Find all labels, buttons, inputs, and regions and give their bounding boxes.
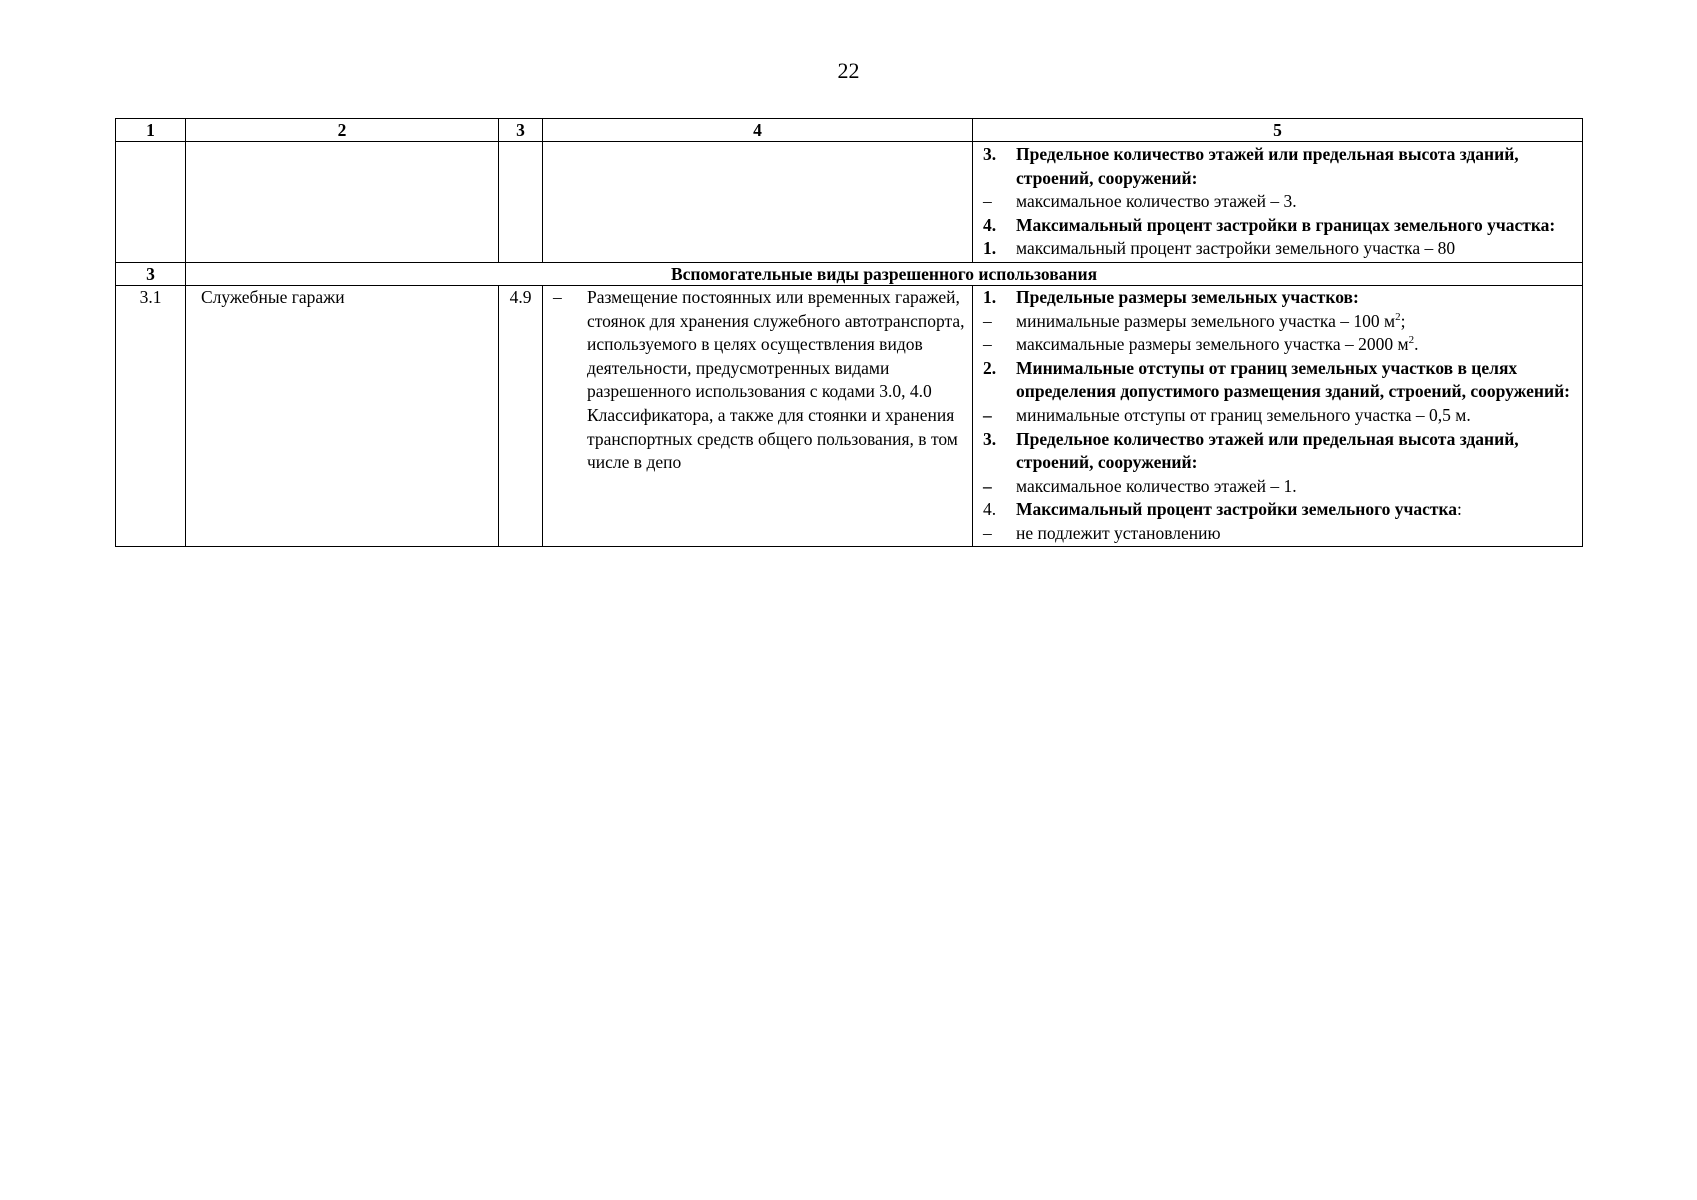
requirement-line bbox=[973, 286, 1582, 310]
requirement-text: не подлежит установлению bbox=[1016, 522, 1221, 543]
requirement-marker: – bbox=[983, 310, 992, 331]
item-code: 4.9 bbox=[499, 285, 543, 546]
requirement-text: максимальное количество этажей – 1. bbox=[1016, 475, 1297, 496]
item-name: Служебные гаражи bbox=[186, 285, 499, 546]
continuation-row bbox=[116, 142, 1583, 263]
requirement-line bbox=[973, 522, 1582, 546]
requirement-text-main: максимальные размеры земельного участка – 2000 м bbox=[1016, 334, 1409, 355]
requirement-marker: 2. bbox=[983, 357, 997, 378]
item-description-cell bbox=[543, 285, 973, 546]
header-cell-3: 3 bbox=[499, 119, 543, 142]
requirement-marker: 1. bbox=[983, 286, 997, 307]
item-number: 3.1 bbox=[116, 285, 186, 546]
requirements-cell bbox=[973, 285, 1583, 546]
table-row bbox=[116, 285, 1583, 546]
header-cell-2: 2 bbox=[186, 119, 499, 142]
requirement-text: максимальный процент застройки земельного участка – 80 bbox=[1016, 238, 1456, 259]
page-number: 22 bbox=[837, 58, 860, 83]
section-row bbox=[116, 262, 1583, 285]
item-description: Размещение постоянных или временных гаражей, стоянок для хранения служебного автотранспорта, используемого в целях осуществления видов деятельности, предусмотренных видами разрешенного использования с кодами 3.0, 4.0 Классификатора, а также для стоянки и хранения транспортных средств общего пользования, в том числе в депо bbox=[587, 286, 965, 473]
requirement-text-end: : bbox=[1457, 499, 1462, 520]
requirement-text-end: ; bbox=[1400, 310, 1406, 331]
requirement-text: Минимальные отступы от границ земельных участков в целях определения допустимого размещения зданий, строений, сооружений: bbox=[1016, 357, 1570, 402]
requirement-marker: – bbox=[983, 522, 992, 543]
requirement-marker: – bbox=[983, 191, 992, 212]
requirement-marker: 4. bbox=[983, 499, 997, 520]
header-cell-5: 5 bbox=[973, 119, 1583, 142]
requirement-line bbox=[973, 404, 1582, 428]
requirement-line bbox=[973, 143, 1582, 190]
empty-cell bbox=[116, 142, 186, 263]
requirement-text bbox=[1016, 310, 1582, 334]
section-title: Вспомогательные виды разрешенного использования bbox=[186, 262, 1583, 285]
requirement-marker: – bbox=[983, 404, 992, 425]
requirement-line bbox=[973, 190, 1582, 214]
land-use-table bbox=[115, 118, 1583, 547]
requirement-text-end: . bbox=[1414, 334, 1419, 355]
requirement-line bbox=[973, 310, 1582, 334]
requirement-text: минимальные отступы от границ земельного участка – 0,5 м. bbox=[1016, 404, 1471, 425]
requirement-line bbox=[973, 357, 1582, 404]
requirement-text: Предельное количество этажей или предельная высота зданий, строений, сооружений: bbox=[1016, 428, 1519, 473]
requirement-text-main: Максимальный процент застройки земельного участка bbox=[1016, 499, 1458, 520]
requirements-cell bbox=[973, 142, 1583, 263]
section-number: 3 bbox=[116, 262, 186, 285]
requirement-line bbox=[973, 475, 1582, 499]
requirement-text: Предельные размеры земельных участков: bbox=[1016, 286, 1359, 307]
requirement-marker: – bbox=[983, 334, 992, 355]
requirement-marker: 3. bbox=[983, 144, 997, 164]
requirement-text bbox=[1016, 498, 1582, 522]
requirement-marker: 4. bbox=[983, 214, 997, 235]
empty-cell bbox=[186, 142, 499, 263]
requirement-text bbox=[1016, 333, 1582, 357]
header-cell-4: 4 bbox=[543, 119, 973, 142]
header-cell-1: 1 bbox=[116, 119, 186, 142]
empty-cell bbox=[499, 142, 543, 263]
superscript: 2 bbox=[1408, 334, 1415, 347]
requirement-marker: – bbox=[983, 475, 992, 496]
requirement-text-main: минимальные размеры земельного участка – 100 м bbox=[1016, 310, 1396, 331]
requirement-marker: 1. bbox=[983, 238, 997, 259]
requirement-line bbox=[973, 333, 1582, 357]
requirement-text: максимальное количество этажей – 3. bbox=[1016, 191, 1297, 212]
requirement-line bbox=[973, 237, 1582, 261]
requirement-text: Максимальный процент застройки в границах земельного участка: bbox=[1016, 214, 1556, 235]
requirement-marker: 3. bbox=[983, 428, 997, 449]
requirement-line bbox=[973, 214, 1582, 238]
requirement-line bbox=[973, 428, 1582, 475]
requirement-line bbox=[973, 498, 1582, 522]
table-header-row bbox=[116, 119, 1583, 142]
empty-cell bbox=[543, 142, 973, 263]
description-dash: – bbox=[553, 286, 562, 307]
superscript: 2 bbox=[1395, 310, 1401, 323]
requirement-text: Предельное количество этажей или предельная высота зданий, строений, сооружений: bbox=[1016, 144, 1519, 188]
